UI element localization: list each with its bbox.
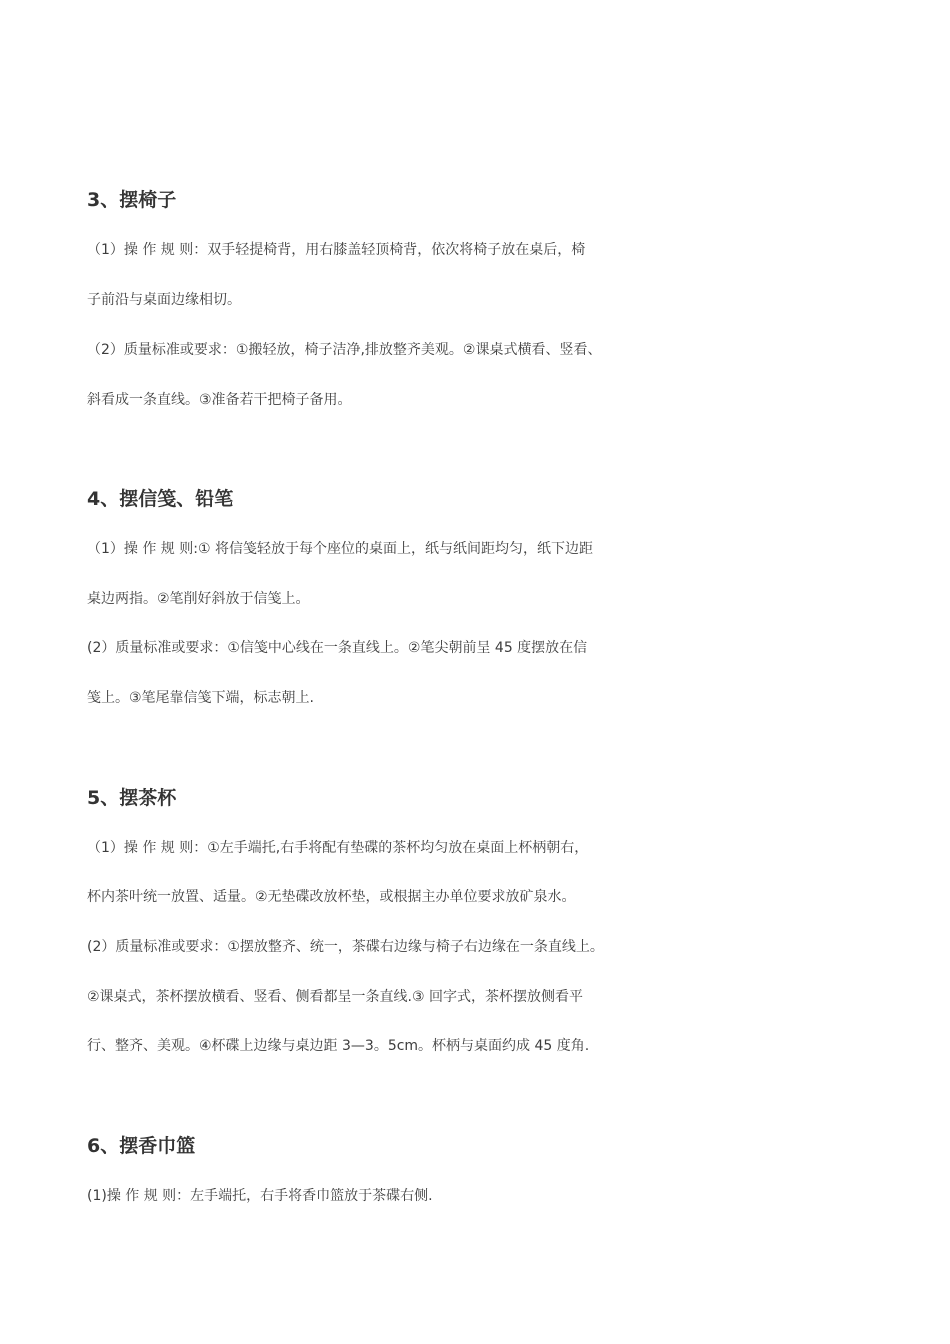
section-5-heading: 5、摆茶杯 (87, 787, 177, 809)
section-3-line-2: 子前沿与桌面边缘相切。 (87, 292, 241, 308)
section-6-heading: 6、摆香巾篮 (87, 1135, 196, 1157)
section-3-line-3: （2）质量标准或要求：①搬轻放，椅子洁净,排放整齐美观。②课桌式横看、竖看、 (87, 342, 602, 358)
section-3-line-4: 斜看成一条直线。③准备若干把椅子备用。 (87, 392, 352, 408)
section-3-heading: 3、摆椅子 (87, 189, 177, 211)
section-4-heading: 4、摆信笺、铅笔 (87, 488, 234, 510)
section-5-line-3: (2）质量标准或要求：①摆放整齐、统一，茶碟右边缘与椅子右边缘在一条直线上。 (87, 939, 604, 955)
section-5-line-1: （1）操 作 规 则：①左手端托,右手将配有垫碟的茶杯均匀放在桌面上杯柄朝右， (87, 840, 589, 856)
section-4-line-4: 笺上。③笔尾靠信笺下端，标志朝上. (87, 690, 315, 706)
section-4-line-3: (2）质量标准或要求：①信笺中心线在一条直线上。②笔尖朝前呈 45 度摆放在信 (87, 640, 588, 656)
section-4-line-2: 桌边两指。②笔削好斜放于信笺上。 (87, 591, 310, 607)
section-5-line-5: 行、整齐、美观。④杯碟上边缘与桌边距 3—3。5cm。杯柄与桌面约成 45 度角. (87, 1038, 590, 1054)
section-4-line-1: （1）操 作 规 则:① 将信笺轻放于每个座位的桌面上，纸与纸间距均匀，纸下边距 (87, 541, 593, 557)
section-5-line-2: 杯内茶叶统一放置、适量。②无垫碟改放杯垫，或根据主办单位要求放矿泉水。 (87, 889, 576, 905)
section-3-line-1: （1）操 作 规 则：双手轻提椅背，用右膝盖轻顶椅背，依次将椅子放在桌后，椅 (87, 242, 586, 258)
section-6-line-1: (1)操 作 规 则：左手端托，右手将香巾篮放于茶碟右侧. (87, 1188, 433, 1204)
section-5-line-4: ②课桌式，茶杯摆放横看、竖看、侧看都呈一条直线.③ 回字式，茶杯摆放侧看平 (87, 989, 583, 1005)
